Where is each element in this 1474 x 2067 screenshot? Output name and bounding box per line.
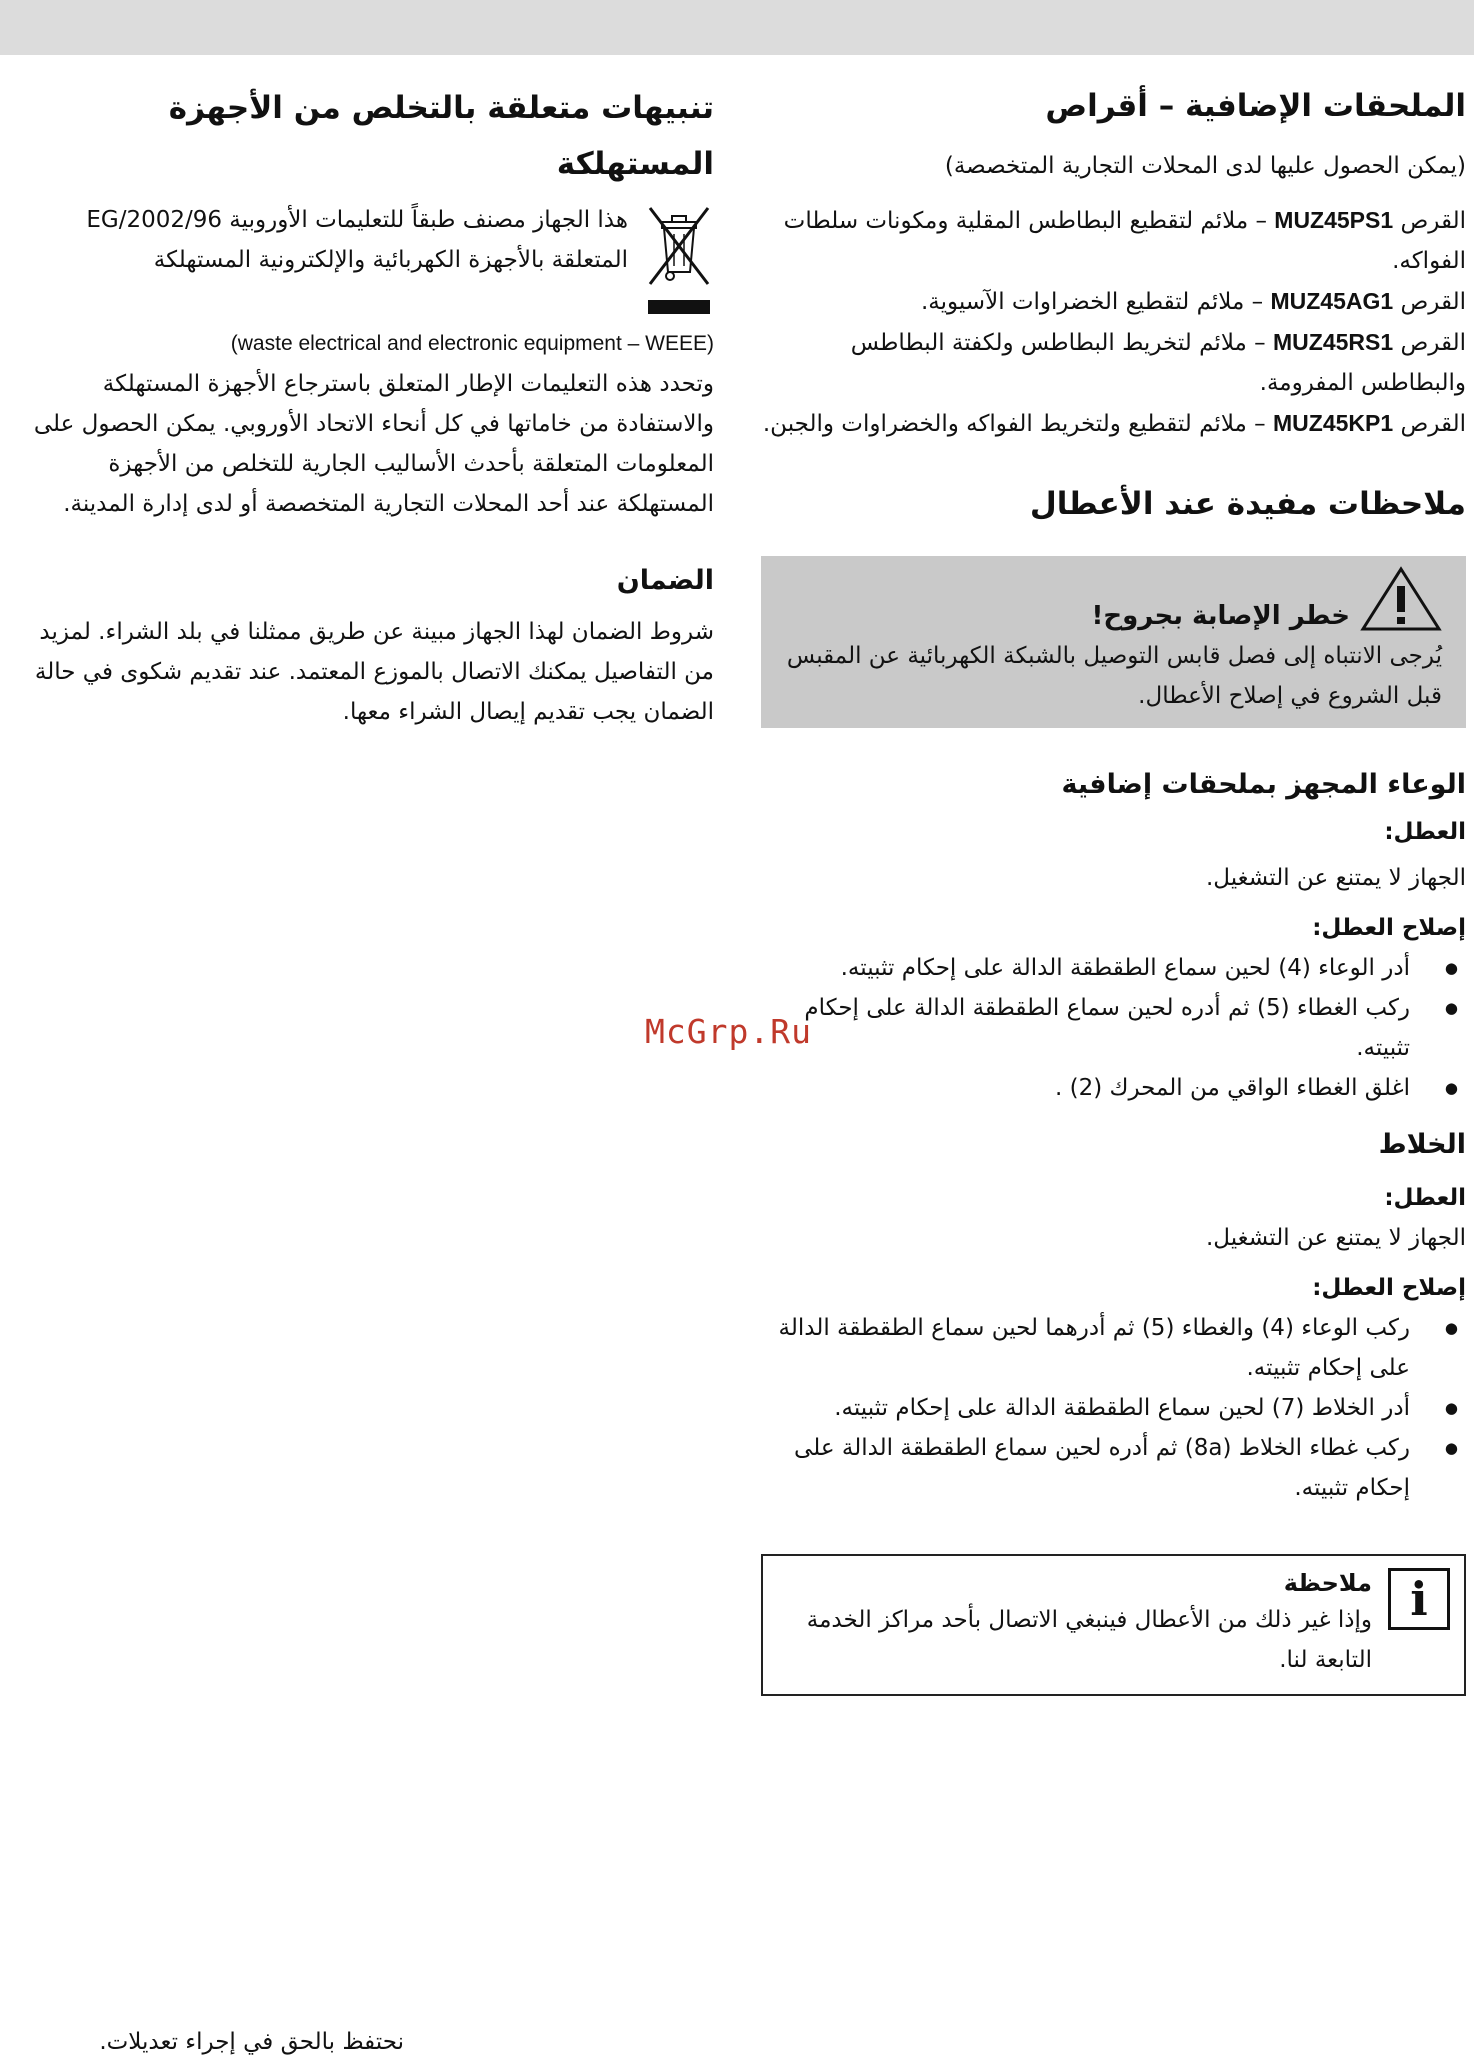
- warning-header: [775, 566, 1442, 636]
- note-content: [777, 1566, 1372, 1680]
- faults-title: ملاحظات مفيدة عند الأعطال: [1029, 486, 1466, 522]
- blender-fault-text: الجهاز لا يمتنع عن التشغيل.: [1206, 1225, 1466, 1251]
- disc-code: MUZ45PS1: [1274, 207, 1394, 233]
- blender-fault-label: العطل:: [1384, 1185, 1466, 1211]
- blender-title: الخلاط: [1378, 1129, 1466, 1160]
- warning-triangle-icon: [1360, 566, 1442, 636]
- list-item: ● ركب الغطاء (5) ثم أدره لحين سماع الطقطقة الدالة على إحكام تثبيته.: [761, 988, 1466, 1068]
- weee-english: (waste electrical and electronic equipment – WEEE): [230, 332, 714, 355]
- bowl-fix-label: إصلاح العطل:: [1312, 915, 1466, 941]
- crossed-bin-icon: [644, 200, 714, 324]
- warranty-title: الضمان: [616, 565, 714, 596]
- note-box: [761, 1554, 1466, 1696]
- bowl-title: الوعاء المجهز بملحقات إضافية: [1061, 769, 1466, 800]
- disposal-title: تنبيهات متعلقة بالتخلص من الأجهزة المستهلكة: [168, 90, 714, 182]
- list-item: ● ركب الوعاء (4) والغطاء (5) ثم أدرهما لحين سماع الطقطقة الدالة على إحكام تثبيته.: [761, 1308, 1466, 1388]
- warning-text: يُرجى الانتباه إلى فصل قابس التوصيل بالشبكة الكهربائية عن المقبس قبل الشروع في إصلاح الأعطال.: [786, 643, 1442, 709]
- blender-fix-label: إصلاح العطل:: [1312, 1275, 1466, 1301]
- right-column: [761, 80, 1466, 1696]
- footer-note: نحتفظ بالحق في إجراء تعديلات.: [99, 2029, 404, 2055]
- disc-code: MUZ45AG1: [1270, 288, 1394, 314]
- warning-title: خطر الإصابة بجروح!: [1091, 601, 1350, 631]
- disc-code: MUZ45KP1: [1273, 410, 1394, 436]
- list-item: ● أدر الوعاء (4) لحين سماع الطقطقة الدالة على إحكام تثبيته.: [761, 948, 1466, 988]
- weee-text: هذا الجهاز مصنف طبقاً للتعليمات الأوروبية 2002/96/EG المتعلقة بالأجهزة الكهربائية والإلكترونية المستهلكة: [86, 207, 628, 273]
- note-title: ملاحظة: [1283, 1569, 1372, 1597]
- list-item: ● اغلق الغطاء الواقي من المحرك (2) .: [761, 1068, 1466, 1108]
- disc-item-3: القرص MUZ45RS1 – ملائم لتخريط البطاطس ولكفتة البطاطس والبطاطس المفرومة.: [850, 329, 1466, 396]
- list-item: ● أدر الخلاط (7) لحين سماع الطقطقة الدالة على إحكام تثبيته.: [761, 1388, 1466, 1428]
- disposal-text: وتحدد هذه التعليمات الإطار المتعلق باسترجاع الأجهزة المستهلكة والاستفادة من خاماتها في كل أنحاء الاتحاد الأوروبي. يمكن الحصول على المعلومات المتعلقة بأحدث الأساليب الجارية للتخلص من الأجهزة المستهلكة عند أحد المحلات التجارية المتخصصة أو لدى إدارة المدينة.: [33, 371, 714, 517]
- watermark: McGrp.Ru: [645, 1012, 812, 1051]
- bowl-fix-list: [761, 948, 1466, 1108]
- header-band: [0, 0, 1474, 55]
- disc-item-2: القرص MUZ45AG1 – ملائم لتقطيع الخضراوات الآسيوية.: [920, 288, 1466, 315]
- disc-item-4: القرص MUZ45KP1 – ملائم لتقطيع ولتخريط الفواكه والخضراوات والجبن.: [762, 410, 1466, 437]
- bowl-fault-label: العطل:: [1384, 819, 1466, 845]
- disc-code: MUZ45RS1: [1273, 329, 1394, 355]
- warranty-text: شروط الضمان لهذا الجهاز مبينة عن طريق ممثلنا في بلد الشراء. لمزيد من التفاصيل يمكنك الاتصال بالموزع المعتمد. عند تقديم شكوى في حالة الضمان يجب تقديم إيصال الشراء معها.: [34, 619, 714, 725]
- bowl-fault-text: الجهاز لا يمتنع عن التشغيل.: [1206, 865, 1466, 891]
- weee-row: [9, 200, 714, 324]
- warning-box: [761, 556, 1466, 728]
- disc-item-1: القرص MUZ45PS1 – ملائم لتقطيع البطاطس المقلية ومكونات سلطات الفواكه.: [783, 207, 1466, 274]
- list-item: ● ركب غطاء الخلاط (8a) ثم أدره لحين سماع الطقطقة الدالة على إحكام تثبيته.: [761, 1428, 1466, 1508]
- blender-fix-list: [761, 1308, 1466, 1508]
- left-column: [9, 80, 714, 732]
- info-icon: i: [1388, 1568, 1450, 1630]
- accessories-title: الملحقات الإضافية – أقراص: [1045, 88, 1466, 124]
- note-text: وإذا غير ذلك من الأعطال فينبغي الاتصال بأحد مراكز الخدمة التابعة لنا.: [806, 1607, 1372, 1673]
- accessories-subtitle: (يمكن الحصول عليها لدى المحلات التجارية المتخصصة): [944, 153, 1466, 179]
